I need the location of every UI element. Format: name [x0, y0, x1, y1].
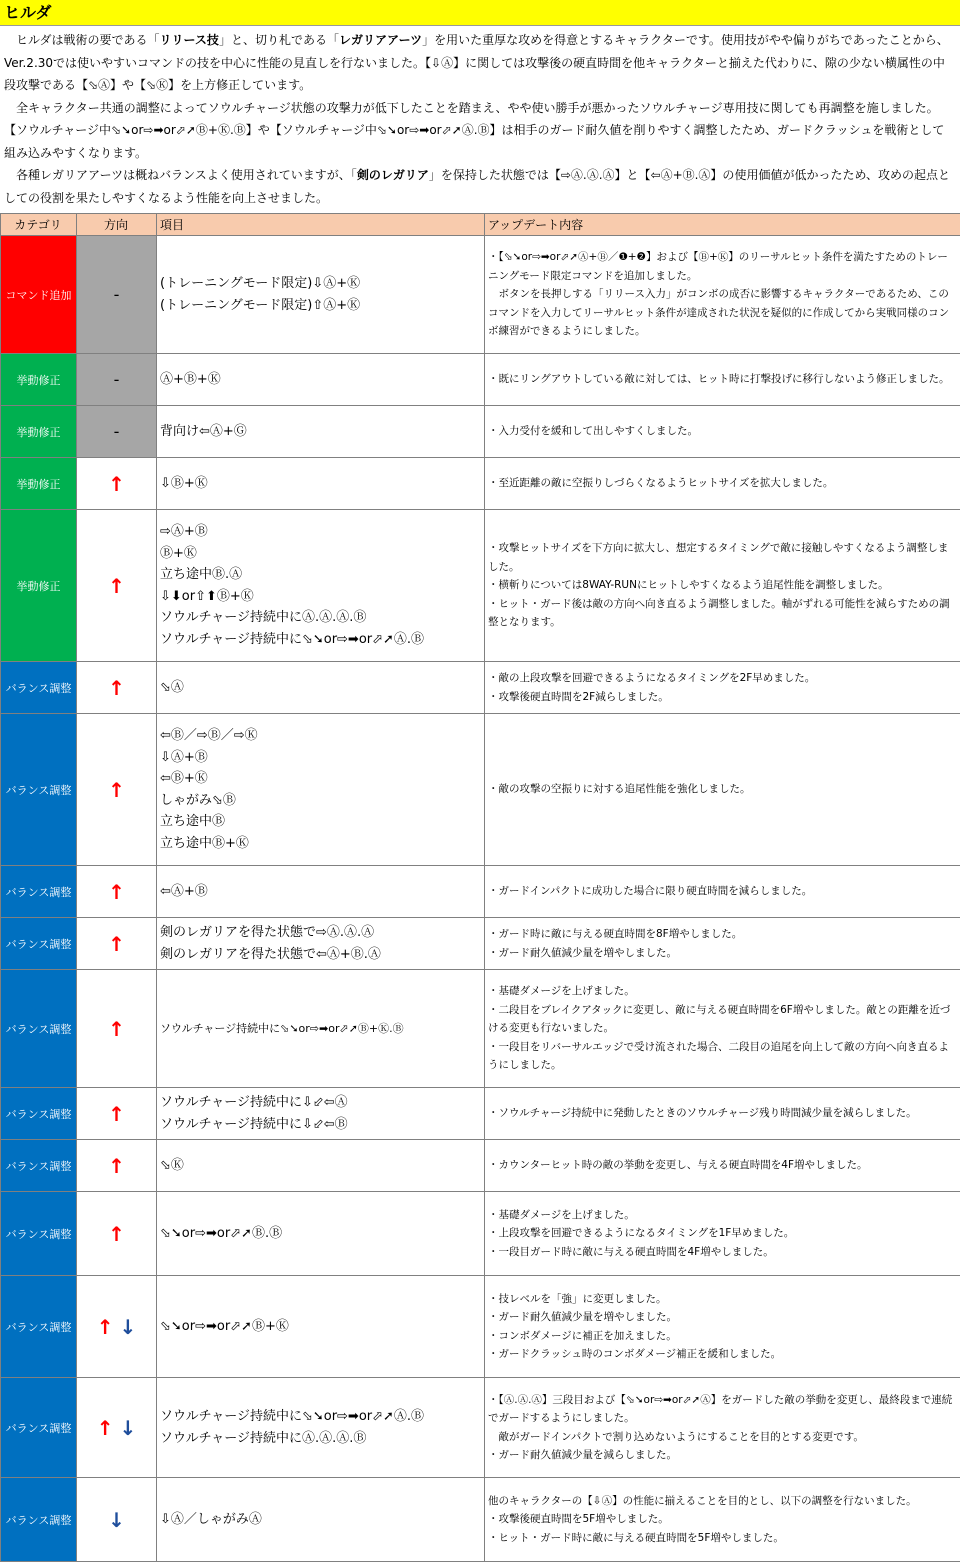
move-command: ⇨Ⓐ+Ⓑ	[160, 524, 208, 539]
update-cell	[485, 1276, 960, 1378]
update-cell	[485, 510, 960, 662]
update-note: ・コンボダメージに補正を加えました。	[488, 1329, 677, 1342]
item-cell	[157, 458, 485, 510]
move-command: ⬂➘or⇨➡or⬀➚Ⓑ+Ⓚ	[160, 1318, 289, 1334]
direction-cell	[77, 1276, 157, 1378]
update-note: ・基礎ダメージを上げました。	[488, 1208, 635, 1221]
table-row	[1, 354, 960, 406]
category-cell: コマンド追加	[1, 236, 77, 354]
no-change-indicator: -	[113, 422, 120, 441]
move-command: ソウルチャージ持続中に⇩⬃⇦Ⓑ	[160, 1116, 348, 1132]
update-note: ・ガードインパクトに成功した場合に限り硬直時間を減らしました。	[488, 885, 813, 898]
category-cell: 挙動修正	[1, 458, 77, 510]
item-cell	[157, 1140, 485, 1192]
arrow-up-icon: ↑	[108, 1221, 125, 1246]
item-cell	[157, 354, 485, 406]
table-header-row	[1, 214, 960, 236]
update-note: ・【⬂➘or⇨➡or⬀➚Ⓐ+Ⓑ／❶+❷】および【Ⓑ+Ⓚ】のリーサルヒット条件を満たすためのトレーニングモード限定コマンドを追加しました。	[488, 251, 948, 282]
update-cell	[485, 1140, 960, 1192]
intro-segment: 」を用いた重厚な攻めを得意とするキャラクターです。使用技がやや偏りがちであったことから、Ver.2.30では使いやすいコマンドの技を中心に性能の見直しを行ないました。【⇩Ⓐ】に関しては攻撃後の硬直時間を他キャラクターと揃えた代わりに、隙の少ない横属性の中段攻撃である【⬂Ⓐ】や【⬂Ⓚ】を上方修正しています。	[4, 33, 949, 92]
category-cell: バランス調整	[1, 662, 77, 714]
table-row	[1, 1378, 960, 1478]
update-note: ・攻撃後硬直時間を2F減らしました。	[488, 690, 669, 703]
direction-arrow-icon	[108, 1154, 125, 1178]
intro-segment: ヒルダは戦術の要である「	[16, 33, 160, 47]
intro-segment: 全キャラクター共通の調整によってソウルチャージ状態の攻撃力が低下したことを踏まえ、やや使い勝手が悪かったソウルチャージ専用技に関しても再調整を施しました。【ソウルチャージ中⬂➘or⇨➡or⬀➚Ⓑ+Ⓚ.Ⓑ】や【ソウルチャージ中⬂➘or⇨➡or⬀➚Ⓐ.Ⓑ】は相手のガード耐久値を削りやすく調整したため、ガードクラッシュを戦術として組み込みやすくなります。	[4, 100, 945, 160]
move-command: 剣のレガリアを得た状態で⇦Ⓐ+Ⓑ.Ⓐ	[160, 946, 381, 962]
direction-arrow-icon	[97, 1416, 137, 1440]
update-cell	[485, 970, 960, 1088]
update-cell	[485, 1378, 960, 1478]
arrow-up-icon: ↑	[108, 675, 125, 700]
header-category: カテゴリ	[1, 214, 77, 236]
table-row	[1, 1088, 960, 1140]
update-cell	[485, 1088, 960, 1140]
update-cell	[485, 866, 960, 918]
move-command: ⇩⬇or⇧⬆Ⓑ+Ⓚ	[160, 588, 254, 604]
move-command: ソウルチャージ持続中にⒶ.Ⓐ.Ⓐ.Ⓑ	[160, 610, 367, 625]
update-cell	[485, 662, 960, 714]
item-cell	[157, 1192, 485, 1276]
item-cell	[157, 236, 485, 354]
move-command: ⬂Ⓐ	[160, 679, 184, 695]
category-cell: バランス調整	[1, 1140, 77, 1192]
direction-cell	[77, 1378, 157, 1478]
direction-arrow-icon	[108, 1508, 125, 1532]
update-note: ・カウンターヒット時の敵の挙動を変更し、与える硬直時間を4F増やしました。	[488, 1159, 868, 1172]
arrow-up-icon: ↑	[108, 1101, 125, 1126]
move-command: ⇦Ⓐ+Ⓑ	[160, 883, 208, 899]
update-cell	[485, 918, 960, 970]
intro-emphasis: リリース技	[159, 33, 219, 47]
move-command: 背向け⇦Ⓐ+Ⓖ	[160, 423, 247, 439]
intro-segment: 」を保持した状態では【⇨Ⓐ.Ⓐ.Ⓐ】と【⇦Ⓐ+Ⓑ.Ⓐ】の使用価値が低かったため、攻めの起点としての役割を果たしやすくなるよう性能を向上させました。	[4, 168, 950, 205]
category-cell: バランス調整	[1, 714, 77, 866]
item-cell	[157, 1276, 485, 1378]
table-row	[1, 1478, 960, 1562]
move-command: しゃがみ⬂Ⓑ	[160, 792, 236, 808]
header-item: 項目	[157, 214, 485, 236]
direction-arrow-icon	[108, 574, 125, 598]
update-note: ・【Ⓐ.Ⓐ.Ⓐ】三段目および【⬂➘or⇨➡or⬀➚Ⓐ】をガードした敵の挙動を変更し、最終段まで連続でガードするようにしました。	[488, 1393, 953, 1424]
move-command: Ⓐ+Ⓑ+Ⓚ	[160, 371, 221, 387]
update-note: ・至近距離の敵に空振りしづらくなるようヒットサイズを拡大しました。	[488, 477, 834, 490]
item-cell	[157, 1378, 485, 1478]
direction-arrow-icon	[108, 1017, 125, 1041]
move-command: ソウルチャージ持続中に⬂➘or⇨➡or⬀➚Ⓐ.Ⓑ	[160, 631, 425, 647]
move-command: ソウルチャージ持続中にⒶ.Ⓐ.Ⓐ.Ⓑ	[160, 1430, 367, 1446]
update-note: ・一段目をリバーサルエッジで受け流された場合、二段目の追尾を向上して敵の方向へ向き直るようにしました。	[488, 1040, 949, 1072]
arrow-up-icon: ↑	[108, 471, 125, 496]
update-note: ・ガード耐久値減少量を増やしました。	[488, 1311, 677, 1323]
update-note: ・敵の攻撃の空振りに対する追尾性能を強化しました。	[488, 783, 751, 796]
direction-cell	[77, 236, 157, 354]
move-command: Ⓑ+Ⓚ	[160, 545, 197, 561]
update-note: ・ガード耐久値減少量を減らしました。	[488, 1449, 677, 1461]
category-cell: バランス調整	[1, 970, 77, 1088]
intro-emphasis: レガリアアーツ	[338, 33, 423, 47]
direction-cell	[77, 970, 157, 1088]
direction-cell	[77, 1140, 157, 1192]
table-row	[1, 866, 960, 918]
update-note: ・横斬りについては8WAY-RUNにヒットしやすくなるよう追尾性能を調整しました。	[488, 579, 889, 592]
direction-arrow-icon	[108, 472, 125, 496]
category-cell: バランス調整	[1, 918, 77, 970]
arrow-up-icon: ↑	[96, 1415, 114, 1440]
move-command: (トレーニングモード限定)⇧Ⓐ+Ⓚ	[160, 297, 361, 313]
direction-cell	[77, 918, 157, 970]
item-cell	[157, 662, 485, 714]
move-command: (トレーニングモード限定)⇩Ⓐ+Ⓚ	[160, 276, 361, 291]
item-cell	[157, 714, 485, 866]
update-note: ・ガード耐久値減少量を増やしました。	[488, 946, 677, 959]
update-cell	[485, 406, 960, 458]
direction-cell	[77, 1192, 157, 1276]
intro-emphasis: 剣のレガリア	[356, 168, 429, 182]
update-note: ・攻撃後硬直時間を5F増やしました。	[488, 1513, 669, 1526]
move-command: ソウルチャージ持続中に⇩⬃⇦Ⓐ	[160, 1095, 348, 1110]
direction-cell	[77, 458, 157, 510]
direction-arrow-icon	[108, 880, 125, 904]
update-note: 敵がガードインパクトで割り込めないようにすることを目的とする変更です。	[488, 1430, 864, 1443]
arrow-up-icon: ↑	[108, 879, 125, 904]
intro-paragraph	[4, 29, 956, 97]
move-command: 立ち途中Ⓑ+Ⓚ	[160, 835, 249, 851]
table-row	[1, 662, 960, 714]
intro-paragraph	[4, 97, 956, 165]
item-cell	[157, 970, 485, 1088]
move-command: ソウルチャージ持続中に⬂➘or⇨➡or⬀➚Ⓑ+Ⓚ.Ⓑ	[160, 1021, 404, 1035]
update-note: ・敵の上段攻撃を回避できるようになるタイミングを2F早めました。	[488, 672, 816, 684]
update-note: ・一段目ガード時に敵に与える硬直時間を4F増やしました。	[488, 1245, 774, 1258]
direction-cell	[77, 714, 157, 866]
direction-arrow-icon	[108, 932, 125, 956]
category-cell: 挙動修正	[1, 354, 77, 406]
update-cell	[485, 236, 960, 354]
table-row	[1, 1276, 960, 1378]
move-command: 剣のレガリアを得た状態で⇨Ⓐ.Ⓐ.Ⓐ	[160, 925, 375, 940]
arrow-down-icon: ↓	[119, 1415, 137, 1440]
move-command: ⇩Ⓐ+Ⓑ	[160, 749, 208, 765]
move-command: 立ち途中Ⓑ	[160, 814, 226, 829]
item-cell	[157, 406, 485, 458]
header-direction: 方向	[77, 214, 157, 236]
table-row	[1, 510, 960, 662]
update-note: ・攻撃ヒットサイズを下方向に拡大し、想定するタイミングで敵に接触しやすくなるよう調整しました。	[488, 542, 949, 573]
direction-cell	[77, 510, 157, 662]
update-note: ・ヒット・ガード後は敵の方向へ向き直るよう調整しました。軸がずれる可能性を減らすための調整となります。	[488, 597, 950, 629]
intro-segment: 」と、切り札である「	[218, 33, 339, 47]
item-cell	[157, 866, 485, 918]
direction-cell	[77, 354, 157, 406]
arrow-up-icon: ↑	[108, 573, 125, 598]
arrow-down-icon: ↓	[119, 1314, 137, 1339]
intro-text	[0, 26, 960, 214]
page-title: ヒルダ	[0, 0, 960, 26]
table-row	[1, 406, 960, 458]
item-cell	[157, 1088, 485, 1140]
direction-arrow-icon	[108, 778, 125, 802]
intro-segment: 各種レガリアアーツは概ねバランスよく使用されていますが、「	[16, 168, 357, 182]
table-row	[1, 458, 960, 510]
category-cell: バランス調整	[1, 1478, 77, 1562]
arrow-down-icon: ↓	[108, 1507, 125, 1532]
direction-cell	[77, 662, 157, 714]
move-command: ⇩Ⓑ+Ⓚ	[160, 475, 208, 491]
table-row	[1, 1140, 960, 1192]
update-cell	[485, 1478, 960, 1562]
direction-arrow-icon	[97, 1315, 137, 1339]
move-command: ソウルチャージ持続中に⬂➘or⇨➡or⬀➚Ⓐ.Ⓑ	[160, 1409, 425, 1424]
direction-cell	[77, 866, 157, 918]
item-cell	[157, 510, 485, 662]
table-row	[1, 918, 960, 970]
move-command: 立ち途中Ⓑ.Ⓐ	[160, 567, 243, 582]
update-table	[0, 213, 960, 1562]
direction-cell	[77, 1088, 157, 1140]
category-cell: バランス調整	[1, 866, 77, 918]
update-cell	[485, 354, 960, 406]
category-cell: バランス調整	[1, 1378, 77, 1478]
update-note: ・入力受付を緩和して出しやすくしました。	[488, 425, 698, 438]
move-command: ⬂➘or⇨➡or⬀➚Ⓑ.Ⓑ	[160, 1225, 283, 1241]
move-command: ⇦Ⓑ+Ⓚ	[160, 771, 208, 786]
table-row	[1, 970, 960, 1088]
category-cell: バランス調整	[1, 1192, 77, 1276]
update-note: ボタンを長押しする「リリース入力」がコンボの成否に影響するキャラクターであるため、このコマンドを入力してリーサルヒット条件が達成された状況を疑似的に作成してから実戦同様のコンボ練習ができるようにしました。	[488, 288, 950, 338]
update-note: ・ソウルチャージ持続中に発動したときのソウルチャージ残り時間減少量を減らしました。	[488, 1107, 917, 1120]
table-row	[1, 236, 960, 354]
update-cell	[485, 458, 960, 510]
arrow-up-icon: ↑	[108, 1153, 125, 1178]
arrow-up-icon: ↑	[108, 777, 125, 802]
update-cell	[485, 1192, 960, 1276]
move-command: ⬂Ⓚ	[160, 1157, 184, 1173]
no-change-indicator: -	[113, 285, 120, 304]
direction-arrow-icon	[108, 1102, 125, 1126]
update-note: ・基礎ダメージを上げました。	[488, 985, 635, 998]
arrow-up-icon: ↑	[108, 1016, 125, 1041]
table-row	[1, 1192, 960, 1276]
table-row	[1, 714, 960, 866]
update-note: 他のキャラクターの【⇩Ⓐ】の性能に揃えることを目的とし、以下の調整を行ないました。	[488, 1494, 917, 1507]
header-update: アップデート内容	[485, 214, 960, 236]
move-command: ⇦Ⓑ／⇨Ⓑ／⇨Ⓚ	[160, 728, 258, 743]
update-note: ・ガードクラッシュ時のコンボダメージ補正を緩和しました。	[488, 1348, 782, 1360]
item-cell	[157, 918, 485, 970]
no-change-indicator: -	[113, 370, 120, 389]
update-note: ・二段目をブレイクアタックに変更し、敵に与える硬直時間を6F増やしました。敵との距離を近づける変更も行ないました。	[488, 1003, 951, 1035]
intro-paragraph	[4, 164, 956, 209]
update-note: ・ガード時に敵に与える硬直時間を8F増やしました。	[488, 928, 743, 940]
move-command: ⇩Ⓐ／しゃがみⒶ	[160, 1511, 262, 1527]
update-note: ・ヒット・ガード時に敵に与える硬直時間を5F増やしました。	[488, 1531, 784, 1544]
item-cell	[157, 1478, 485, 1562]
update-note: ・既にリングアウトしている敵に対しては、ヒット時に打撃投げに移行しないよう修正しました。	[488, 373, 950, 386]
category-cell: バランス調整	[1, 1088, 77, 1140]
update-cell	[485, 714, 960, 866]
direction-arrow-icon	[108, 1222, 125, 1246]
update-note: ・技レベルを「強」に変更しました。	[488, 1292, 667, 1305]
arrow-up-icon: ↑	[96, 1314, 114, 1339]
category-cell: 挙動修正	[1, 510, 77, 662]
direction-cell	[77, 406, 157, 458]
direction-cell	[77, 1478, 157, 1562]
category-cell: バランス調整	[1, 1276, 77, 1378]
update-note: ・上段攻撃を回避できるようになるタイミングを1F早めました。	[488, 1227, 795, 1240]
category-cell: 挙動修正	[1, 406, 77, 458]
arrow-up-icon: ↑	[108, 931, 125, 956]
direction-arrow-icon	[108, 676, 125, 700]
